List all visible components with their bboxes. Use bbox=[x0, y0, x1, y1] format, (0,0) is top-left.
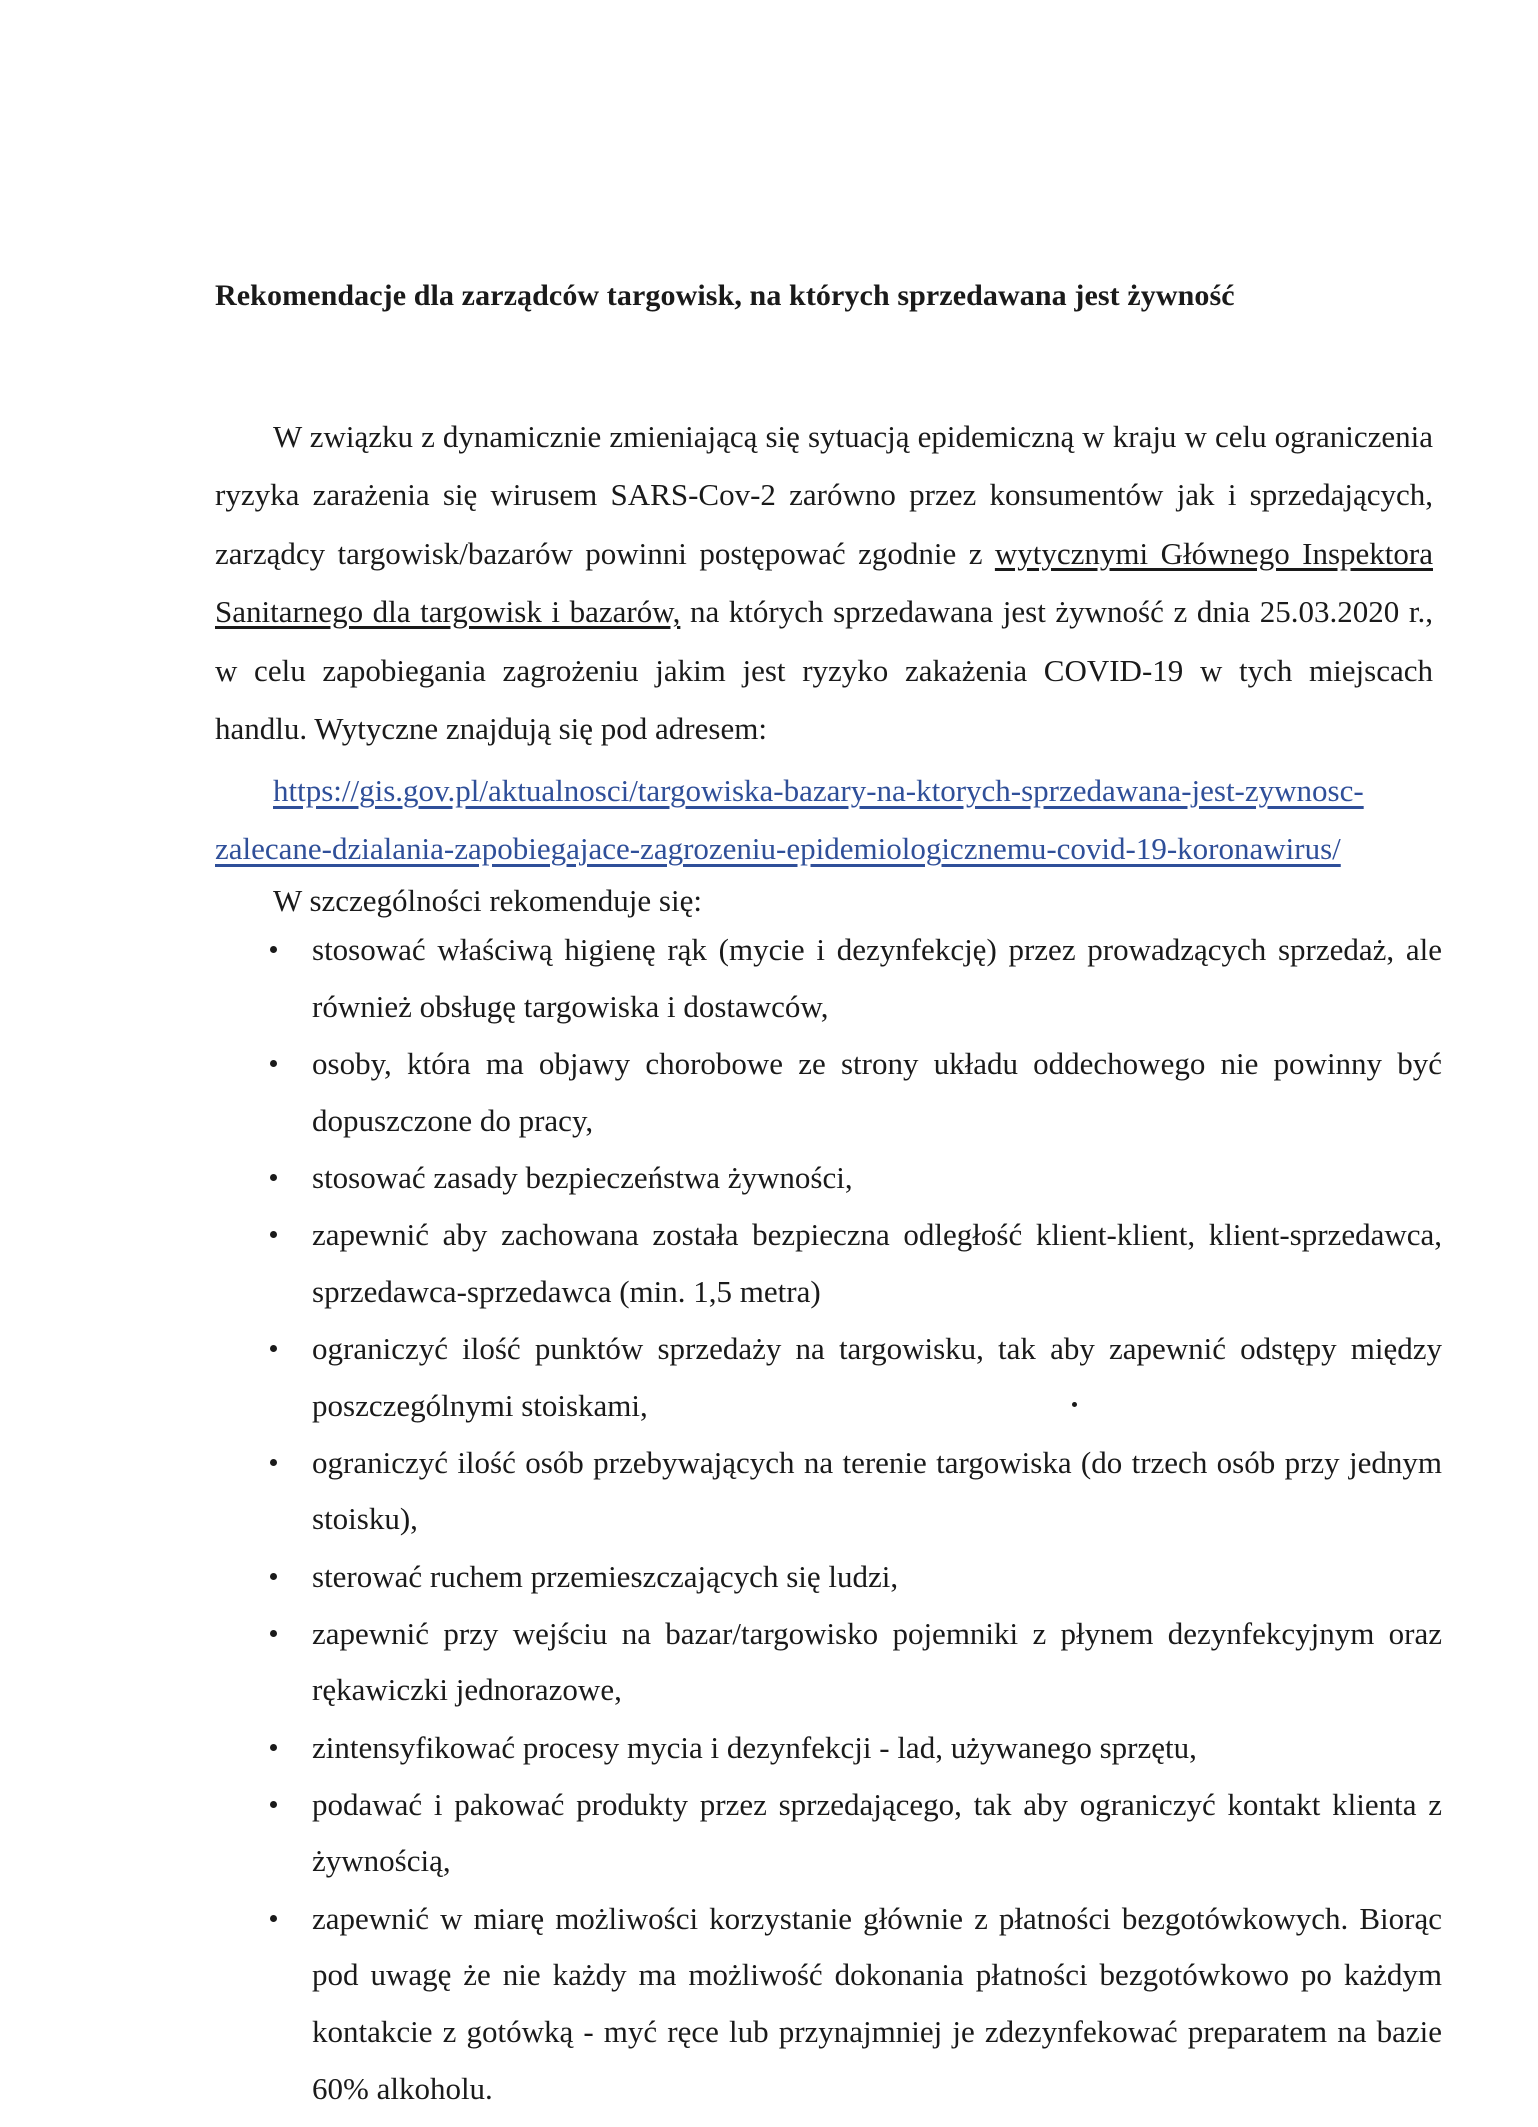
recommendations-list bbox=[262, 922, 1442, 2118]
scan-speck-mark bbox=[1072, 1402, 1077, 1407]
list-item bbox=[262, 1321, 1442, 1435]
bullet-icon bbox=[270, 1573, 277, 1580]
url-line-1[interactable]: https://gis.gov.pl/aktualnosci/targowiska-bazary-na-ktorych-sprzedawana-jest-zywnosc- bbox=[273, 773, 1364, 808]
bullet-icon bbox=[270, 1345, 277, 1352]
list-item bbox=[262, 1150, 1442, 1207]
list-item-text: osoby, która ma objawy chorobowe ze strony układu oddechowego nie powinny być dopuszczone do pracy, bbox=[312, 1045, 1442, 1138]
bullet-icon bbox=[270, 1174, 277, 1181]
list-item bbox=[262, 1549, 1442, 1606]
list-item bbox=[262, 1207, 1442, 1321]
intro-text-after: na których sprzedawana jest żywność z dnia 25.03.2020 r., w celu zapobiegania zagrożeniu jakim jest ryzyko zakażenia COVID-19 w tych miejscach handlu. Wytyczne znajdują się pod adresem: bbox=[215, 594, 1433, 747]
bullet-icon bbox=[270, 946, 277, 953]
bullet-icon bbox=[270, 1060, 277, 1067]
list-item-text: zintensyfikować procesy mycia i dezynfekcji - lad, używanego sprzętu, bbox=[312, 1729, 1197, 1765]
list-item-text: zapewnić w miarę możliwości korzystanie głównie z płatności bezgotówkowych. Biorąc pod uwagę że nie każdy ma możliwość dokonania płatności bezgotówkowo po każdym kontakcie z gotówką - myć ręce lub przynajmniej je zdezynfekować preparatem na bazie 60% alkoholu. bbox=[312, 1900, 1442, 2106]
list-item-text: sterować ruchem przemieszczających się ludzi, bbox=[312, 1558, 899, 1594]
list-item bbox=[262, 922, 1442, 1036]
recommendations-lead: W szczególności rekomenduje się: bbox=[273, 883, 702, 918]
list-item bbox=[262, 1606, 1442, 1720]
bullet-icon bbox=[270, 1915, 277, 1922]
bullet-icon bbox=[270, 1630, 277, 1637]
intro-text-before: W związku z dynamicznie zmieniającą się sytuacją epidemiczną w kraju w celu ograniczenia ryzyka zarażenia się wirusem SARS-Cov-2 zarówno przez konsumentów jak i sprzedających, zarządcy targowisk/bazarów powinni postępować zgodnie z bbox=[215, 419, 1433, 571]
list-item-text: stosować właściwą higienę rąk (mycie i dezynfekcję) przez prowadzących sprzedaż, ale również obsługę targowiska i dostawców, bbox=[312, 932, 1442, 1024]
list-item-text: ograniczyć ilość osób przebywających na terenie targowiska (do trzech osób przy jednym stoisku), bbox=[312, 1444, 1442, 1537]
guidelines-url-link[interactable] bbox=[215, 762, 1445, 878]
bullet-icon bbox=[270, 1744, 277, 1751]
list-item-text: zapewnić przy wejściu na bazar/targowisko pojemniki z płynem dezynfekcyjnym oraz rękawiczki jednorazowe, bbox=[312, 1615, 1442, 1708]
intro-paragraph bbox=[215, 408, 1433, 758]
list-item-text: ograniczyć ilość punktów sprzedaży na targowisku, tak aby zapewnić odstępy między poszczególnymi stoiskami, bbox=[312, 1330, 1442, 1423]
list-item-text: podawać i pakować produkty przez sprzedającego, tak aby ograniczyć kontakt klienta z żywnością, bbox=[312, 1786, 1442, 1879]
list-item bbox=[262, 1036, 1442, 1150]
list-item bbox=[262, 1891, 1442, 2118]
document-title: Rekomendacje dla zarządców targowisk, na których sprzedawana jest żywność bbox=[215, 279, 1235, 312]
list-item-text: stosować zasady bezpieczeństwa żywności, bbox=[312, 1159, 853, 1195]
bullet-icon bbox=[270, 1231, 277, 1238]
list-item bbox=[262, 1720, 1442, 1777]
list-item bbox=[262, 1435, 1442, 1549]
bullet-icon bbox=[270, 1459, 277, 1466]
bullet-icon bbox=[270, 1801, 277, 1808]
url-line-2[interactable]: zalecane-dzialania-zapobiegajace-zagrozeniu-epidemiologicznemu-covid-19-koronawirus/ bbox=[215, 831, 1341, 866]
guidelines-underlined-text[interactable]: wytycznymi Głównego Inspektora Sanitarnego dla targowisk i bazarów, bbox=[215, 535, 1433, 630]
list-item bbox=[262, 1777, 1442, 1891]
list-item-text: zapewnić aby zachowana została bezpieczna odległość klient-klient, klient-sprzedawca, sprzedawca-sprzedawca (min. 1,5 metra) bbox=[312, 1216, 1442, 1309]
